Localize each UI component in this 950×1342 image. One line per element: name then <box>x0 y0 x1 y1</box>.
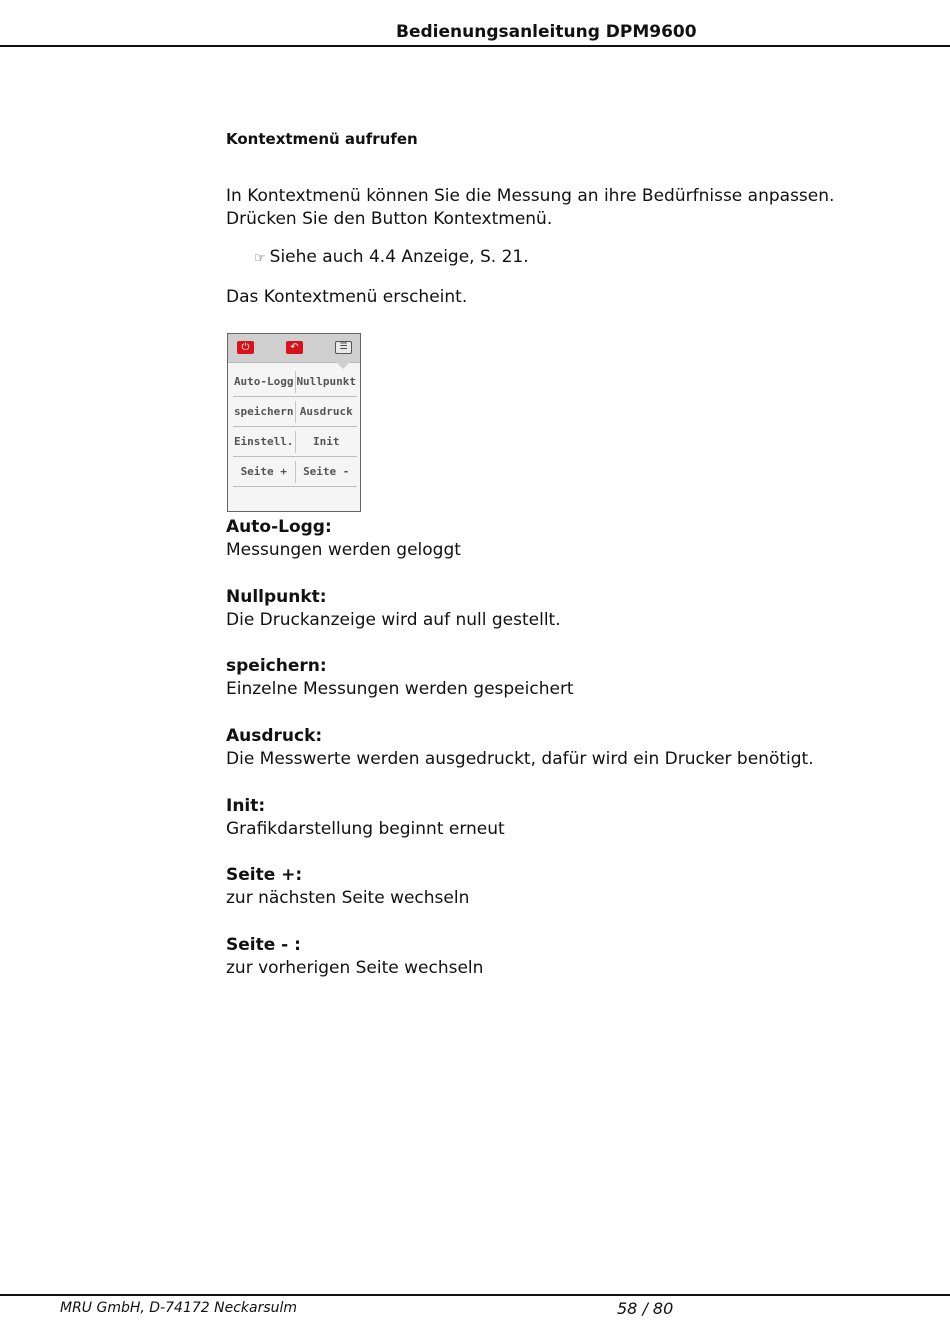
menu-item-seite-minus[interactable]: Seite - <box>303 464 350 478</box>
menu-item-einstell[interactable]: Einstell. <box>233 431 296 453</box>
intro-text <box>226 185 834 231</box>
menu-icon[interactable]: ☰ <box>335 341 352 354</box>
definition-term: speichern: <box>226 656 327 676</box>
footer-divider <box>0 1294 950 1296</box>
menu-row <box>233 367 357 397</box>
menu-item-nullpunkt[interactable]: Nullpunkt <box>296 374 357 388</box>
menu-item-seite-plus[interactable]: Seite + <box>233 461 296 483</box>
definition-desc: Einzelne Messungen werden gespeichert <box>226 679 574 699</box>
definition-desc: zur vorherigen Seite wechseln <box>226 958 484 978</box>
definition-desc: zur nächsten Seite wechseln <box>226 888 470 908</box>
page-number: 58 / 80 <box>617 1299 674 1318</box>
menu-item-auto-logg[interactable]: Auto-Logg <box>233 371 296 393</box>
definition-desc: Die Messwerte werden ausgedruckt, dafür wird ein Drucker benötigt. <box>226 749 814 769</box>
definition-term: Ausdruck: <box>226 726 323 746</box>
power-icon[interactable]: ⏻ <box>237 341 254 354</box>
definition-desc: Messungen werden geloggt <box>226 540 461 560</box>
menu-item-ausdruck[interactable]: Ausdruck <box>299 404 353 418</box>
menu-item-init[interactable]: Init <box>313 434 340 448</box>
intro-line-1: In Kontextmenü können Sie die Messung an ihre Bedürfnisse anpassen. <box>226 186 835 206</box>
menu-row <box>233 457 357 487</box>
device-toolbar <box>228 334 360 363</box>
intro-line-2: Drücken Sie den Button Kontextmenü. <box>226 209 553 229</box>
definition-term: Seite +: <box>226 865 303 885</box>
definition-desc: Die Druckanzeige wird auf null gestellt. <box>226 610 561 630</box>
menu-row <box>233 427 357 457</box>
definition-term: Seite - : <box>226 935 301 955</box>
pointing-hand-icon: ☞ <box>254 251 266 266</box>
menu-row <box>233 397 357 427</box>
menu-appears-text: Das Kontextmenü erscheint. <box>226 287 468 307</box>
definition-term: Auto-Logg: <box>226 517 332 537</box>
section-title: Kontextmenü aufrufen <box>226 130 418 148</box>
definition-term: Init: <box>226 796 266 816</box>
menu-item-speichern[interactable]: speichern <box>233 401 296 423</box>
reference-text: Siehe auch 4.4 Anzeige, S. 21. <box>269 247 529 267</box>
context-menu-screenshot <box>227 333 361 512</box>
footer-company: MRU GmbH, D-74172 Neckarsulm <box>60 1300 298 1316</box>
definition-term: Nullpunkt: <box>226 587 327 607</box>
back-arrow-icon[interactable]: ↶ <box>286 341 303 354</box>
context-menu-grid <box>233 367 357 487</box>
definition-desc: Grafikdarstellung beginnt erneut <box>226 819 505 839</box>
header-divider <box>0 45 950 47</box>
reference-note <box>254 247 529 267</box>
page-header-title: Bedienungsanleitung DPM9600 <box>396 22 697 42</box>
